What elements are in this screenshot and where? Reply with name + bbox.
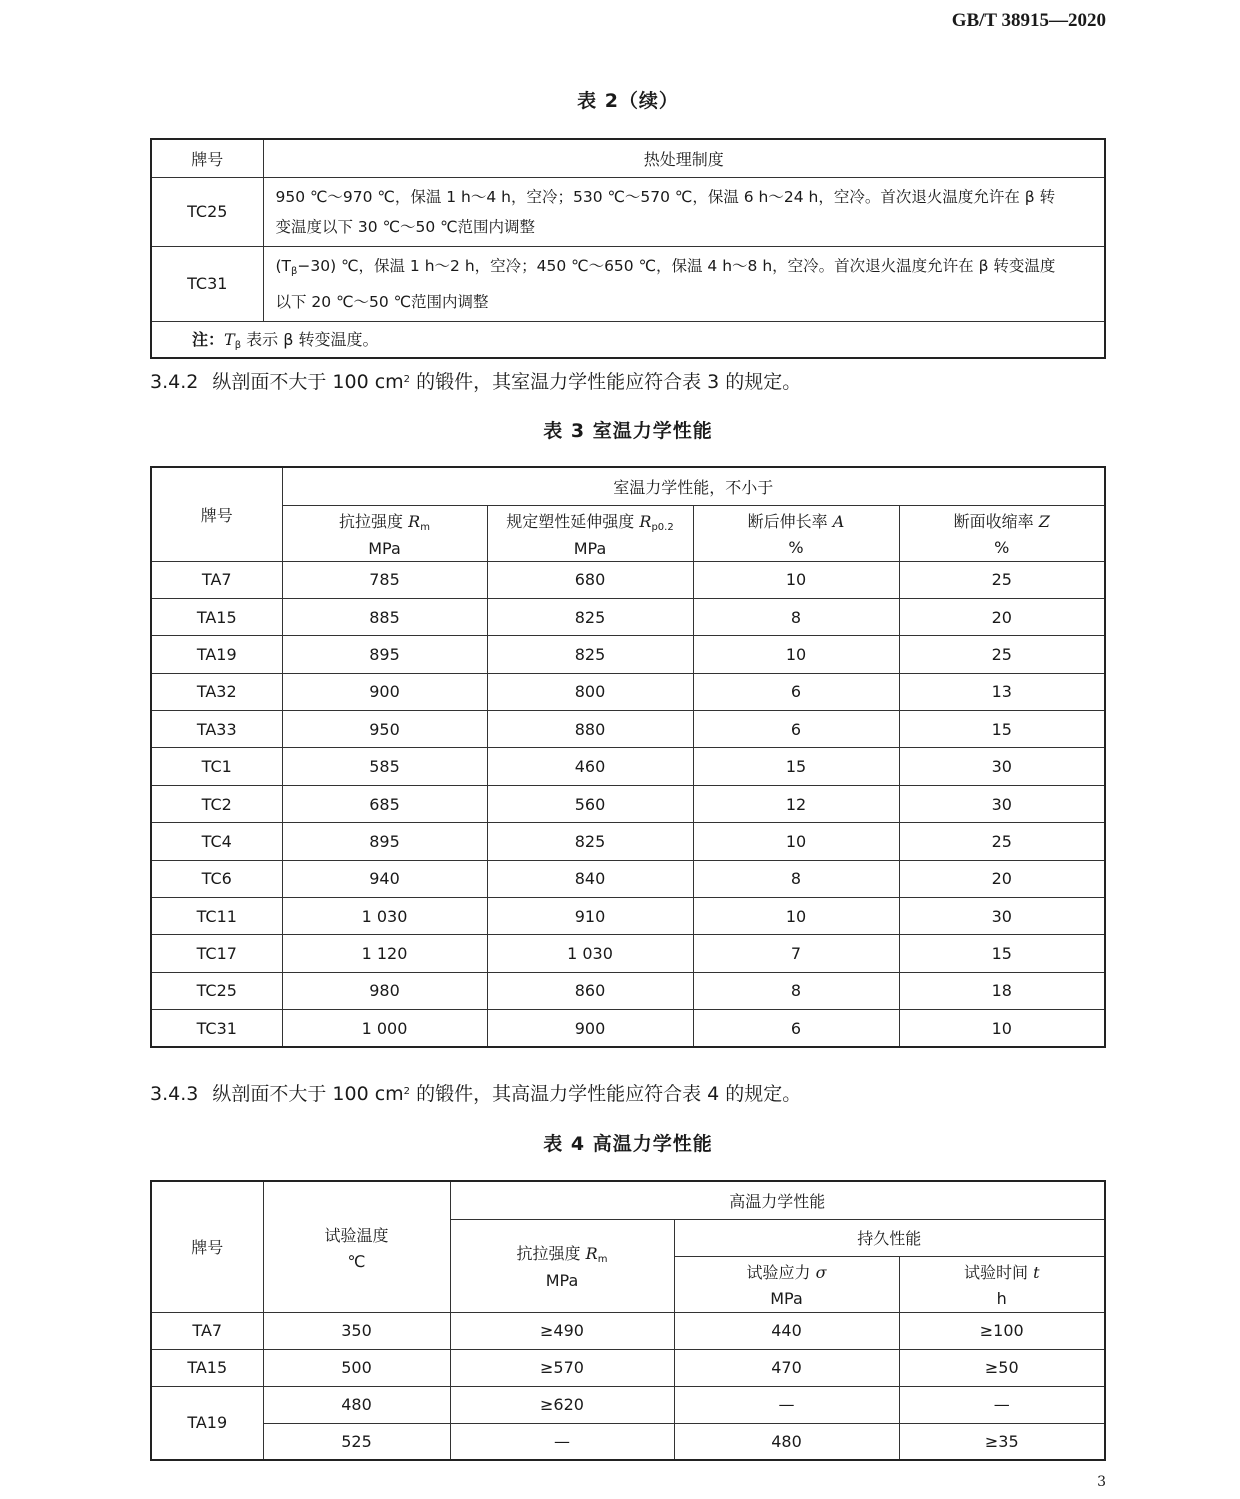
- table4-cell: TA19: [151, 1386, 263, 1460]
- table2-grade-cell: TC31: [151, 246, 263, 321]
- table3-cell: 825: [487, 636, 693, 673]
- table4-cell: ≥100: [899, 1312, 1105, 1349]
- table3-cell: 12: [693, 785, 899, 822]
- table-row: [151, 935, 1105, 972]
- table2-header-grade: 牌号: [151, 139, 263, 177]
- table-row: [151, 636, 1105, 673]
- table3-cell: 880: [487, 711, 693, 748]
- table3-cell: 6: [693, 673, 899, 710]
- table4-cell: 480: [674, 1423, 899, 1460]
- table3-cell: 825: [487, 598, 693, 635]
- table2-treatment-cell: [263, 246, 1105, 321]
- table3-cell: TA19: [151, 636, 282, 673]
- table3-cell: 1 000: [282, 1010, 487, 1047]
- table3-cell: 1 120: [282, 935, 487, 972]
- table4-header-temp: 试验温度 ℃: [263, 1181, 450, 1312]
- table-row: [151, 561, 1105, 598]
- table3-cell: 950: [282, 711, 487, 748]
- table4-cell: ≥620: [450, 1386, 674, 1423]
- table3-cell: 895: [282, 636, 487, 673]
- table3-cell: 8: [693, 860, 899, 897]
- treatment-line: 变温度以下 30 ℃～50 ℃范围内调整: [275, 217, 536, 236]
- table3-cell: 8: [693, 598, 899, 635]
- table4-cell: —: [899, 1386, 1105, 1423]
- table3-cell: TA15: [151, 598, 282, 635]
- table3-cell: 15: [693, 748, 899, 785]
- table3-cell: 25: [899, 823, 1105, 860]
- table3-cell: 885: [282, 598, 487, 635]
- table3-cell: 840: [487, 860, 693, 897]
- table3-cell: TA32: [151, 673, 282, 710]
- table-row: [151, 711, 1105, 748]
- table3-cell: 18: [899, 972, 1105, 1009]
- table3-cell: 20: [899, 860, 1105, 897]
- table3-cell: 1 030: [487, 935, 693, 972]
- table-row: [151, 1010, 1105, 1047]
- table3-cell: 10: [693, 823, 899, 860]
- table4-cell: ≥50: [899, 1349, 1105, 1386]
- table3-cell: 25: [899, 636, 1105, 673]
- table3-header-tensile: 抗拉强度 $R_m$ MPa: [282, 505, 487, 561]
- table-row: [151, 246, 1105, 321]
- table4-cell: ≥490: [450, 1312, 674, 1349]
- table3-cell: TC17: [151, 935, 282, 972]
- standard-code: GB/T 38915—2020: [951, 10, 1106, 31]
- table4-cell: —: [450, 1423, 674, 1460]
- table3-cell: 25: [899, 561, 1105, 598]
- table-row: [151, 1312, 1105, 1349]
- table3-cell: 6: [693, 1010, 899, 1047]
- table3-cell: 860: [487, 972, 693, 1009]
- table3-cell: 900: [487, 1010, 693, 1047]
- clause-3-4-2: 3.4.2 纵剖面不大于 100 $cm^2$ 的锻件，其室温力学性能应符合表 3 的规定。: [150, 371, 802, 393]
- table3-cell: 8: [693, 972, 899, 1009]
- page-number: 3: [1097, 1474, 1106, 1490]
- table3-cell: 13: [899, 673, 1105, 710]
- table3-caption: 表 3 室温力学性能: [543, 420, 713, 442]
- table4-cell: TA15: [151, 1349, 263, 1386]
- table3-cell: TA7: [151, 561, 282, 598]
- treatment-line: 950 ℃～970 ℃，保温 1 h～4 h，空冷；530 ℃～570 ℃，保温 6 h～24 h，空冷。首次退火温度允许在 β 转: [275, 187, 1056, 206]
- table3-cell: 585: [282, 748, 487, 785]
- table4-cell: 470: [674, 1349, 899, 1386]
- table3-cell: 980: [282, 972, 487, 1009]
- table4-cell: TA7: [151, 1312, 263, 1349]
- table4-header-stress: 试验应力 σ MPa: [674, 1256, 899, 1312]
- table-row: [151, 177, 1105, 246]
- table3-cell: 1 030: [282, 898, 487, 935]
- table3-cell: 30: [899, 785, 1105, 822]
- table-row: [151, 598, 1105, 635]
- table3-group-header: 室温力学性能，不小于: [282, 467, 1105, 505]
- table4: [150, 1180, 1106, 1461]
- table4-group-header: 高温力学性能: [450, 1181, 1105, 1219]
- table3-cell: 7: [693, 935, 899, 972]
- table3-header-elongation: 断后伸长率 A %: [693, 505, 899, 561]
- table3-cell: 940: [282, 860, 487, 897]
- table3-cell: 680: [487, 561, 693, 598]
- table3-header-grade: 牌号: [151, 467, 282, 561]
- treatment-line: 以下 20 ℃～50 ℃范围内调整: [275, 292, 489, 311]
- table3-cell: 20: [899, 598, 1105, 635]
- table4-cell: 440: [674, 1312, 899, 1349]
- table4-header-grade: 牌号: [151, 1181, 263, 1312]
- table4-cell: ≥570: [450, 1349, 674, 1386]
- table3-cell: 800: [487, 673, 693, 710]
- table4-header-endurance: 持久性能: [674, 1219, 1105, 1256]
- table3-cell: 560: [487, 785, 693, 822]
- table-row: [151, 972, 1105, 1009]
- table3-cell: TC31: [151, 1010, 282, 1047]
- table4-caption: 表 4 高温力学性能: [543, 1133, 713, 1155]
- table4-cell: 350: [263, 1312, 450, 1349]
- table-row: [151, 673, 1105, 710]
- table3-cell: 10: [693, 898, 899, 935]
- table-row: [151, 1386, 1105, 1423]
- table2-caption: 表 2（续）: [577, 90, 679, 112]
- table4-cell: 500: [263, 1349, 450, 1386]
- table2-note: 注：$T_\beta$ 表示 β 转变温度。: [151, 321, 1105, 358]
- table-row: [151, 748, 1105, 785]
- table3-cell: TC4: [151, 823, 282, 860]
- table3-cell: 685: [282, 785, 487, 822]
- table2-header-heat-treatment: 热处理制度: [263, 139, 1105, 177]
- table-row: [151, 823, 1105, 860]
- table3-cell: TC25: [151, 972, 282, 1009]
- table3-header-reduction: 断面收缩率 Z %: [899, 505, 1105, 561]
- table3-cell: 15: [899, 711, 1105, 748]
- table3: [150, 466, 1106, 1048]
- table4-cell: —: [674, 1386, 899, 1423]
- clause-3-4-3: 3.4.3 纵剖面不大于 100 $cm^2$ 的锻件，其高温力学性能应符合表 4 的规定。: [150, 1083, 802, 1105]
- table-row: [151, 898, 1105, 935]
- table2-treatment-cell: [263, 177, 1105, 246]
- table4-header-time: 试验时间 t h: [899, 1256, 1105, 1312]
- treatment-line: $(T_\beta-30)$ ℃，保温 1 h～2 h，空冷；450 ℃～650 ℃，保温 4 h～8 h，空冷。首次退火温度允许在 β 转变温度: [275, 256, 1056, 277]
- table3-cell: TC6: [151, 860, 282, 897]
- table3-cell: 30: [899, 748, 1105, 785]
- table3-cell: 785: [282, 561, 487, 598]
- table-row: [151, 1423, 1105, 1460]
- table4-header-tensile: 抗拉强度 $R_m$ MPa: [450, 1219, 674, 1312]
- table4-cell: 480: [263, 1386, 450, 1423]
- table-row: [151, 1349, 1105, 1386]
- table3-cell: 895: [282, 823, 487, 860]
- table3-cell: 460: [487, 748, 693, 785]
- table2: [150, 138, 1106, 359]
- table4-cell: ≥35: [899, 1423, 1105, 1460]
- table3-cell: TC1: [151, 748, 282, 785]
- table3-cell: 910: [487, 898, 693, 935]
- table3-cell: TC11: [151, 898, 282, 935]
- table3-cell: 900: [282, 673, 487, 710]
- table3-header-yield: 规定塑性延伸强度 $R_{p0.2}$ MPa: [487, 505, 693, 561]
- table3-cell: 6: [693, 711, 899, 748]
- table3-cell: 10: [899, 1010, 1105, 1047]
- table2-grade-cell: TC25: [151, 177, 263, 246]
- table3-cell: 10: [693, 636, 899, 673]
- table3-cell: 10: [693, 561, 899, 598]
- table3-cell: 825: [487, 823, 693, 860]
- table3-cell: TA33: [151, 711, 282, 748]
- table3-cell: 30: [899, 898, 1105, 935]
- table3-cell: TC2: [151, 785, 282, 822]
- table4-cell: 525: [263, 1423, 450, 1460]
- table3-cell: 15: [899, 935, 1105, 972]
- table-row: [151, 785, 1105, 822]
- table-row: [151, 860, 1105, 897]
